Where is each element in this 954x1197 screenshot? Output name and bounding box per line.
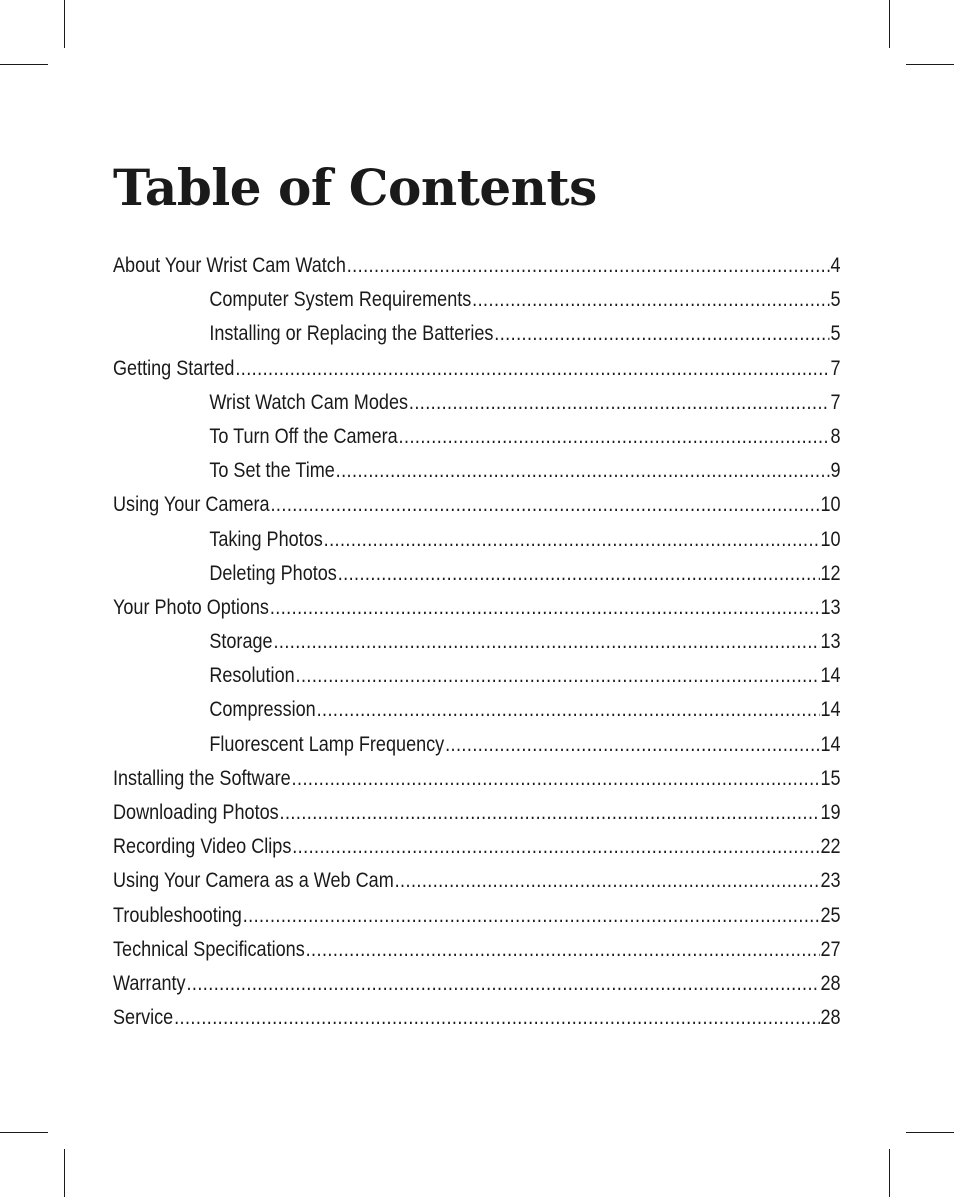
crop-mark-top-left-horizontal xyxy=(0,64,48,65)
toc-page-number: 19 xyxy=(820,801,841,824)
toc-subentry[interactable] xyxy=(113,283,841,317)
toc-entry[interactable] xyxy=(113,591,841,625)
toc-dot-leader xyxy=(494,317,829,351)
toc-dot-leader xyxy=(445,728,820,762)
toc-dot-leader xyxy=(472,283,829,317)
page-title: Table of Contents xyxy=(113,158,597,217)
toc-subentry[interactable] xyxy=(113,557,841,591)
toc-entry-label: Taking Photos xyxy=(209,527,323,551)
toc-entry-label: Technical Specifications xyxy=(113,937,305,961)
toc-page-number: 23 xyxy=(820,869,841,893)
toc-page-number: 4 xyxy=(830,254,841,277)
toc-page-number: 13 xyxy=(820,630,841,654)
toc-subentry[interactable] xyxy=(113,386,841,420)
toc-entry-label: About Your Wrist Cam Watch xyxy=(113,254,346,277)
toc-page-number: 14 xyxy=(820,698,841,722)
toc-dot-leader xyxy=(338,557,820,591)
toc-subentry[interactable] xyxy=(113,728,841,762)
toc-subentry[interactable] xyxy=(113,420,841,454)
toc-dot-leader xyxy=(243,899,820,933)
toc-subentry[interactable] xyxy=(113,659,841,693)
toc-entry-label: Wrist Watch Cam Modes xyxy=(209,390,409,414)
toc-subentry[interactable] xyxy=(113,693,841,727)
toc-page-number: 12 xyxy=(820,561,841,585)
toc-dot-leader xyxy=(270,591,820,625)
toc-entry-label: Warranty xyxy=(113,971,186,995)
toc-dot-leader xyxy=(174,1001,820,1035)
toc-entry-label: Storage xyxy=(209,630,273,654)
toc-entry[interactable] xyxy=(113,796,841,830)
toc-page-number: 28 xyxy=(820,1006,841,1030)
toc-entry[interactable] xyxy=(113,864,841,898)
crop-mark-bottom-left-vertical xyxy=(64,1149,65,1197)
toc-entry[interactable] xyxy=(113,933,841,967)
toc-dot-leader xyxy=(306,933,820,967)
toc-entry-label: Service xyxy=(113,1006,174,1030)
toc-entry-label: Using Your Camera as a Web Cam xyxy=(113,869,394,893)
toc-entry[interactable] xyxy=(113,352,841,386)
toc-dot-leader xyxy=(280,796,820,830)
toc-page-number: 28 xyxy=(820,971,841,995)
toc-entry-label: Troubleshooting xyxy=(113,903,242,927)
toc-entry[interactable] xyxy=(113,762,841,796)
toc-page-number: 10 xyxy=(820,493,841,517)
toc-subentry[interactable] xyxy=(113,625,841,659)
toc-entry-label: Fluorescent Lamp Frequency xyxy=(209,732,445,756)
toc-dot-leader xyxy=(336,454,830,488)
toc-subentry[interactable] xyxy=(113,317,841,351)
toc-page-number: 14 xyxy=(820,664,841,688)
toc-page-number: 27 xyxy=(820,937,841,961)
toc-page-number: 5 xyxy=(830,322,841,346)
toc-dot-leader xyxy=(235,352,829,386)
toc-page-number: 7 xyxy=(830,356,841,380)
toc-entry[interactable] xyxy=(113,830,841,864)
toc-entry-label: To Set the Time xyxy=(209,459,335,483)
toc-dot-leader xyxy=(292,830,819,864)
toc-entry-label: Computer System Requirements xyxy=(209,288,472,312)
toc-entry-label: Resolution xyxy=(209,664,295,688)
toc-dot-leader xyxy=(296,659,820,693)
toc-dot-leader xyxy=(324,523,820,557)
toc-dot-leader xyxy=(292,762,820,796)
toc-subentry[interactable] xyxy=(113,454,841,488)
toc-dot-leader xyxy=(347,249,830,283)
toc-entry-label: Your Photo Options xyxy=(113,595,269,619)
toc-page-number: 8 xyxy=(830,424,841,448)
crop-mark-top-right-vertical xyxy=(889,0,890,48)
toc-page-number: 7 xyxy=(830,390,841,414)
toc-page-number: 5 xyxy=(830,288,841,312)
toc-entry-label: To Turn Off the Camera xyxy=(209,424,398,448)
toc-entry[interactable] xyxy=(113,249,841,283)
toc-dot-leader xyxy=(270,488,819,522)
toc-dot-leader xyxy=(317,693,820,727)
toc-page-number: 9 xyxy=(830,459,841,483)
crop-mark-bottom-left-horizontal xyxy=(0,1132,48,1133)
toc-page-number: 15 xyxy=(820,766,841,790)
toc-entry-label: Using Your Camera xyxy=(113,493,270,517)
crop-mark-top-left-vertical xyxy=(64,0,65,48)
toc-page-number: 25 xyxy=(820,903,841,927)
toc-dot-leader xyxy=(395,864,820,898)
toc-entry-label: Getting Started xyxy=(113,356,235,380)
toc-entry-label: Downloading Photos xyxy=(113,801,279,824)
toc-entry[interactable] xyxy=(113,899,841,933)
toc-page-number: 13 xyxy=(820,595,841,619)
toc-page-number: 10 xyxy=(820,527,841,551)
toc-entry[interactable] xyxy=(113,967,841,1001)
toc-dot-leader xyxy=(399,420,830,454)
toc-subentry[interactable] xyxy=(113,523,841,557)
toc-dot-leader xyxy=(186,967,819,1001)
toc-entry[interactable] xyxy=(113,488,841,522)
table-of-contents xyxy=(113,249,841,1035)
toc-dot-leader xyxy=(409,386,830,420)
toc-entry-label: Recording Video Clips xyxy=(113,835,292,859)
toc-entry-label: Deleting Photos xyxy=(209,561,337,585)
toc-dot-leader xyxy=(273,625,819,659)
crop-mark-bottom-right-horizontal xyxy=(906,1132,954,1133)
toc-entry-label: Compression xyxy=(209,698,316,722)
toc-page-number: 22 xyxy=(820,835,841,859)
toc-entry-label: Installing the Software xyxy=(113,766,291,790)
toc-entry[interactable] xyxy=(113,1001,841,1035)
toc-page-number: 14 xyxy=(820,732,841,756)
crop-mark-top-right-horizontal xyxy=(906,64,954,65)
crop-mark-bottom-right-vertical xyxy=(889,1149,890,1197)
toc-entry-label: Installing or Replacing the Batteries xyxy=(209,322,494,346)
